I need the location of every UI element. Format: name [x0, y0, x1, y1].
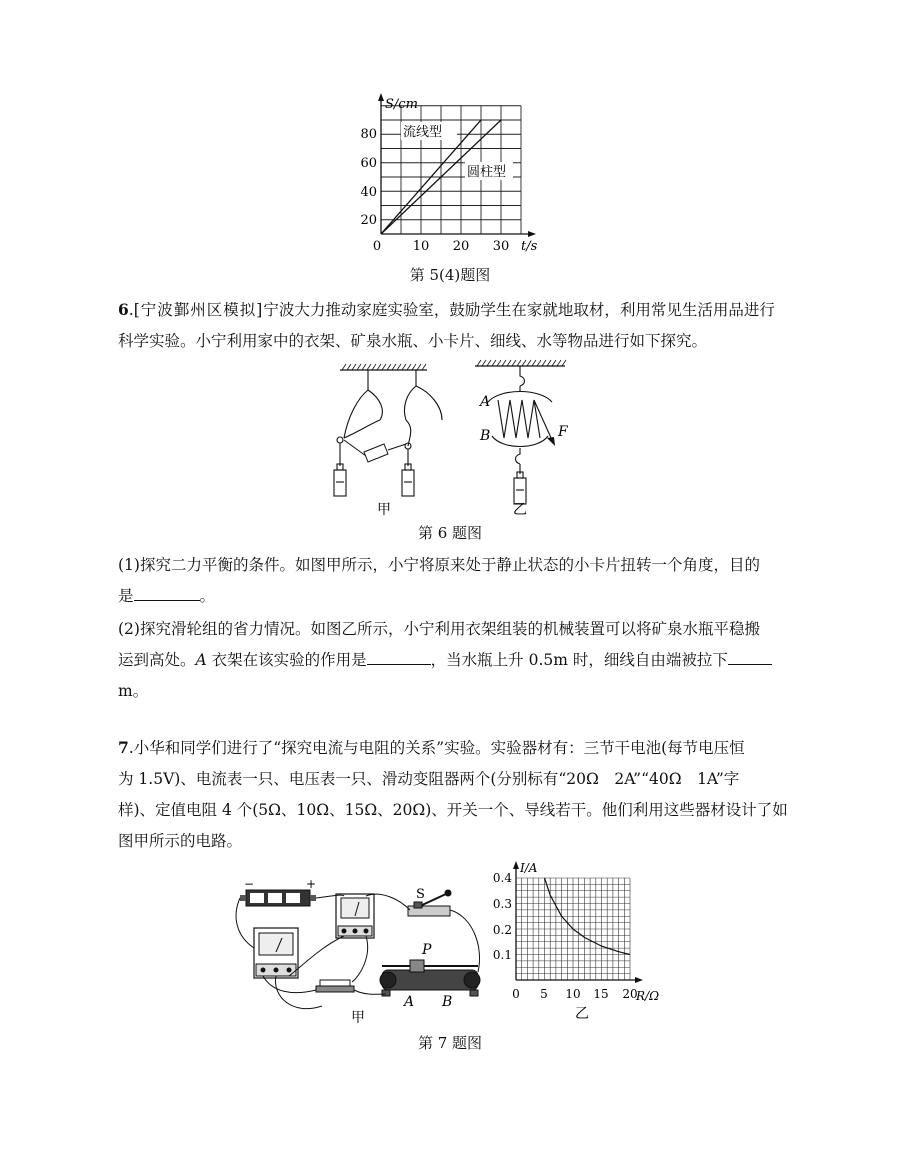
q6-number: 6 — [118, 300, 129, 319]
ir-x-tick-15: 15 — [593, 987, 609, 1001]
fig7-circuit-figure — [232, 876, 492, 1026]
fig6-hanger-figure — [330, 358, 590, 518]
battery-minus: − — [244, 877, 255, 891]
q6-p1-line1: (1)探究二力平衡的条件。如图甲所示，小宁将原来处于静止状态的小卡片扭转一个角度，目的 — [118, 556, 760, 574]
q7-number: 7 — [118, 738, 129, 757]
q6-blank-1[interactable] — [134, 600, 200, 601]
q6-p2-A: A — [195, 651, 207, 669]
fig6-yi-label: 乙 — [513, 502, 527, 518]
q6-p1-end: 。 — [199, 587, 216, 605]
battery-pack — [240, 890, 316, 906]
fig7-jia-label: 甲 — [351, 1010, 365, 1026]
ir-y-tick-0.3: 0.3 — [492, 897, 512, 911]
fig6-yi-pulley-hangers — [488, 366, 552, 504]
q7-line1: .小华和同学们进行了“探究电流与电阻的关系”实验。实验器材有：三节干电池(每节电压恒 — [128, 739, 745, 757]
q6-blank-3[interactable] — [728, 664, 772, 665]
st-graph-x-arrow — [528, 231, 536, 237]
q6-blank-2[interactable] — [367, 664, 431, 665]
rheostat-label-B: B — [442, 994, 453, 1010]
st-x-tick-10: 10 — [412, 239, 430, 254]
fixed-resistor — [316, 980, 354, 992]
st-x-tick-20: 20 — [452, 239, 470, 254]
q6-line2: 科学实验。小宁利用家中的衣架、矿泉水瓶、小卡片、细线、水等物品进行如下探究。 — [118, 332, 708, 350]
st-x-tick-30: 30 — [492, 239, 510, 254]
q6-part2 — [118, 614, 788, 707]
ir-x-tick-5: 5 — [540, 987, 548, 1001]
q7-intro — [118, 732, 788, 857]
fig5-st-graph — [355, 88, 545, 258]
ir-graph-origin: 0 — [512, 987, 520, 1001]
fig5-caption: 第 5(4)题图 — [409, 266, 491, 284]
q6-intro — [118, 294, 788, 357]
st-graph-xlabel: t/s — [521, 239, 538, 254]
q6-p2-line2-c: ，当水瓶上升 0.5m 时，细线自由端被拉下 — [430, 651, 728, 669]
fig6-caption: 第 6 题图 — [417, 524, 483, 542]
ammeter — [254, 928, 298, 978]
ir-graph-xlabel: R/Ω — [636, 989, 660, 1003]
fig6-jia-ceiling — [340, 364, 427, 370]
ir-graph-x-arrow — [635, 977, 643, 983]
voltmeter — [336, 894, 374, 938]
st-y-tick-20: 20 — [360, 213, 377, 228]
ir-y-tick-0.1: 0.1 — [492, 948, 512, 962]
rheostat-label-P: P — [422, 942, 432, 958]
fig7-ir-graph — [492, 858, 676, 1022]
ir-x-tick-20: 20 — [622, 987, 638, 1001]
q6-dot: . — [128, 301, 134, 319]
q7-line2: 为 1.5V)、电流表一只、电压表一只、滑动变阻器两个(分别标有“20Ω 2A”“40Ω 1A”字 — [118, 770, 740, 788]
q6-p1-line2: 是 — [118, 587, 134, 605]
st-graph-ylabel: S/cm — [385, 97, 418, 112]
st-y-tick-40: 40 — [360, 185, 377, 200]
fig6-jia-card — [344, 440, 406, 462]
ir-y-tick-0.4: 0.4 — [492, 871, 512, 885]
q6-part1 — [118, 550, 788, 612]
fig6-label-B: B — [480, 428, 491, 444]
st-graph-y-arrow — [378, 93, 384, 101]
fig6-force-arrow — [547, 437, 555, 446]
st-label-streamline: 流线型 — [403, 125, 443, 140]
fig6-jia-label: 甲 — [377, 502, 391, 518]
fig6-label-A: A — [480, 394, 491, 410]
st-label-cylinder: 圆柱型 — [467, 165, 507, 180]
st-y-tick-80: 80 — [360, 127, 377, 142]
q6-p2-line3: m。 — [118, 682, 149, 700]
rheostat-label-A: A — [404, 994, 415, 1010]
st-graph-origin: 0 — [372, 239, 382, 254]
q6-p2-line2-a: 运到高处。 — [118, 651, 196, 669]
q7-line3: 样)、定值电阻 4 个(5Ω、10Ω、15Ω、20Ω)、开关一个、导线若干。他们利用这些器材设计了如 — [118, 801, 788, 819]
q6-p2-line1: (2)探究滑轮组的省力情况。如图乙所示，小宁利用衣架组装的机械装置可以将矿泉水瓶平稳搬 — [118, 620, 760, 638]
fig7-caption: 第 7 题图 — [417, 1034, 483, 1052]
fig6-jia-left-hanger — [334, 370, 382, 496]
ir-y-tick-0.2: 0.2 — [492, 923, 512, 937]
battery-plus: + — [306, 877, 317, 891]
q7-line4: 图甲所示的电路。 — [118, 832, 243, 850]
switch-label-S: S — [416, 887, 425, 902]
fig7-yi-label: 乙 — [575, 1006, 589, 1022]
ir-graph-ylabel: I/A — [520, 861, 538, 875]
rheostat — [380, 960, 480, 996]
q6-p2-line2-b: 衣架在该实验的作用是 — [206, 651, 367, 669]
ir-graph-y-arrow — [513, 861, 519, 869]
q6-source: [宁波鄞州区模拟] — [133, 301, 264, 319]
st-y-tick-60: 60 — [360, 156, 377, 171]
fig6-jia-right-hanger — [402, 370, 442, 496]
fig6-label-F: F — [558, 424, 568, 440]
ir-x-tick-10: 10 — [565, 987, 581, 1001]
switch-S — [408, 890, 451, 916]
fig6-yi-ceiling — [475, 360, 566, 366]
q6-line1: 宁波大力推动家庭实验室，鼓励学生在家就地取材，利用常见生活用品进行 — [263, 301, 775, 319]
